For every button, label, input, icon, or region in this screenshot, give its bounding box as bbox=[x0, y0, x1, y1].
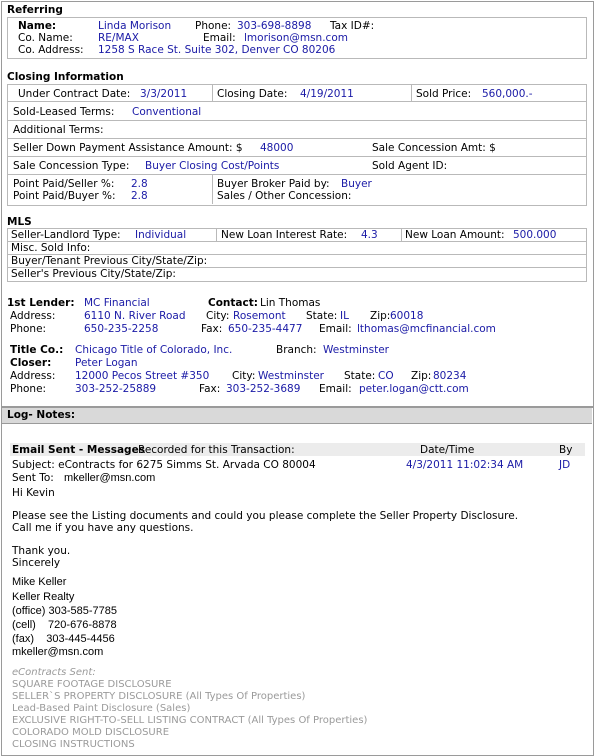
phone-label: Phone: bbox=[195, 20, 232, 32]
seller-down-value: 48000 bbox=[260, 142, 294, 154]
closer-label: Closer: bbox=[10, 357, 52, 369]
co-name-label: Co. Name: bbox=[18, 32, 73, 44]
terms-value: Conventional bbox=[132, 106, 202, 118]
terms-label: Sold-Leased Terms: bbox=[13, 106, 115, 118]
signature-name: Mike Keller bbox=[12, 576, 67, 588]
lender-fax-value: 650-235-4477 bbox=[228, 323, 303, 335]
point-buyer-label: Point Paid/Buyer %: bbox=[13, 190, 116, 202]
econtract-item: SQUARE FOOTAGE DISCLOSURE bbox=[12, 679, 172, 690]
buyer-broker-label: Buyer Broker Paid by: bbox=[217, 178, 330, 190]
under-contract-label: Under Contract Date: bbox=[18, 88, 131, 100]
sale-conc-type-label: Sale Concession Type: bbox=[13, 160, 130, 172]
phone-value: 303-698-8898 bbox=[237, 20, 312, 32]
buyer-prev-label: Buyer/Tenant Previous City/State/Zip: bbox=[11, 255, 208, 267]
sincerely: Sincerely bbox=[12, 557, 61, 569]
branch-label: Branch: bbox=[276, 344, 317, 356]
sold-price-label: Sold Price: bbox=[416, 88, 472, 100]
greeting: Hi Kevin bbox=[12, 487, 55, 499]
lender-address-label: Address: bbox=[10, 310, 56, 322]
econtract-item: EXCLUSIVE RIGHT-TO-SELL LISTING CONTRACT (All Types Of Properties) bbox=[12, 715, 368, 726]
closer-value: Peter Logan bbox=[75, 357, 138, 369]
point-seller-value: 2.8 bbox=[131, 178, 148, 190]
seller-down-label: Seller Down Payment Assistance Amount: $ bbox=[13, 142, 243, 154]
log-title: Log- Notes: bbox=[7, 409, 76, 421]
title-fax-label: Fax: bbox=[199, 383, 221, 395]
lender-city-label: City: bbox=[206, 310, 230, 322]
contact-label: Contact: bbox=[208, 297, 258, 309]
title-address-value: 12000 Pecos Street #350 bbox=[75, 370, 210, 382]
interest-rate-value: 4.3 bbox=[361, 229, 378, 241]
col-by: By bbox=[559, 444, 573, 456]
lender-city-value: Rosemont bbox=[233, 310, 286, 322]
title-city-label: City: bbox=[232, 370, 256, 382]
signature-email: mkeller@msn.com bbox=[12, 646, 104, 658]
seller-prev-label: Seller's Previous City/State/Zip: bbox=[11, 268, 176, 280]
title-email-label: Email: bbox=[319, 383, 352, 395]
lender-label: 1st Lender: bbox=[7, 297, 75, 309]
econtract-item: CLOSING INSTRUCTIONS bbox=[12, 739, 135, 750]
signature-office: (office) 303-585-7785 bbox=[12, 605, 117, 617]
econtract-item: Lead-Based Paint Disclosure (Sales) bbox=[12, 703, 191, 714]
econtracts-sent-title: eContracts Sent: bbox=[12, 667, 96, 678]
sales-other-label: Sales / Other Concession: bbox=[217, 190, 352, 202]
col-datetime: Date/Time bbox=[420, 444, 475, 456]
sale-conc-amt-label: Sale Concession Amt: $ bbox=[372, 142, 496, 154]
additional-terms-label: Additional Terms: bbox=[13, 124, 104, 136]
title-fax-value: 303-252-3689 bbox=[226, 383, 301, 395]
signature-cell: (cell) 720-676-8878 bbox=[12, 619, 117, 631]
message-by: JD bbox=[559, 459, 571, 471]
name-value: Linda Morison bbox=[98, 20, 172, 32]
title-zip-value: 80234 bbox=[433, 370, 467, 382]
referring-email-link[interactable]: lmorison@msn.com bbox=[244, 32, 348, 44]
mls-title: MLS bbox=[7, 216, 32, 228]
messages-header: Email Sent - Messages bbox=[12, 444, 145, 456]
closing-title: Closing Information bbox=[7, 71, 124, 83]
loan-amount-value: 500.000 bbox=[513, 229, 557, 241]
sold-agent-label: Sold Agent ID: bbox=[372, 160, 448, 172]
title-zip-label: Zip: bbox=[411, 370, 432, 382]
interest-rate-label: New Loan Interest Rate: bbox=[221, 229, 348, 241]
landlord-value: Individual bbox=[135, 229, 187, 241]
signature-company: Keller Realty bbox=[12, 591, 75, 603]
closing-date-label: Closing Date: bbox=[217, 88, 288, 100]
co-address-label: Co. Address: bbox=[18, 44, 84, 56]
point-seller-label: Point Paid/Seller %: bbox=[13, 178, 115, 190]
title-co-label: Title Co.: bbox=[10, 344, 64, 356]
econtract-item: SELLER`S PROPERTY DISCLOSURE (All Types Of Properties) bbox=[12, 691, 306, 702]
loan-amount-label: New Loan Amount: bbox=[405, 229, 505, 241]
lender-email-label: Email: bbox=[319, 323, 352, 335]
lender-phone-value: 650-235-2258 bbox=[84, 323, 159, 335]
messages-header-rest: Recorded for this Transaction: bbox=[138, 444, 295, 456]
lender-email-link[interactable]: lthomas@mcfinancial.com bbox=[357, 323, 496, 335]
sold-price-value: 560,000.- bbox=[482, 88, 533, 100]
signature-fax: (fax) 303-445-4456 bbox=[12, 633, 115, 645]
body-line-1: Please see the Listing documents and could you please complete the Seller Property Disclosure. bbox=[12, 510, 519, 522]
closing-date-value: 4/19/2011 bbox=[300, 88, 354, 100]
title-co-value: Chicago Title of Colorado, Inc. bbox=[75, 344, 233, 356]
title-state-value: CO bbox=[378, 370, 394, 382]
under-contract-value: 3/3/2011 bbox=[140, 88, 188, 100]
taxid-label: Tax ID#: bbox=[330, 20, 375, 32]
landlord-label: Seller-Landlord Type: bbox=[11, 229, 121, 241]
co-name-value: RE/MAX bbox=[98, 32, 139, 44]
log-header-bar bbox=[2, 408, 592, 424]
referring-title: Referring bbox=[7, 4, 63, 16]
sale-conc-type-value: Buyer Closing Cost/Points bbox=[145, 160, 280, 172]
co-address-value: 1258 S Race St. Suite 302, Denver CO 80206 bbox=[98, 44, 336, 56]
lender-phone-label: Phone: bbox=[10, 323, 47, 335]
message-subject[interactable]: Subject: eContracts for 6275 Simms St. Arvada CO 80004 bbox=[12, 459, 316, 471]
contact-value: Lin Thomas bbox=[260, 297, 321, 309]
lender-zip-value: 60018 bbox=[390, 310, 424, 322]
sent-to-value: mkeller@msn.com bbox=[64, 472, 156, 484]
thanks: Thank you. bbox=[12, 545, 71, 557]
title-phone-value: 303-252-25889 bbox=[75, 383, 157, 395]
lender-address-value: 6110 N. River Road bbox=[84, 310, 186, 322]
misc-sold-label: Misc. Sold Info: bbox=[11, 242, 91, 254]
sent-to-label: Sent To: bbox=[12, 472, 54, 484]
message-datetime: 4/3/2011 11:02:34 AM bbox=[406, 459, 524, 471]
point-buyer-value: 2.8 bbox=[131, 190, 148, 202]
branch-value: Westminster bbox=[323, 344, 389, 356]
body-line-2: Call me if you have any questions. bbox=[12, 522, 194, 534]
lender-value: MC Financial bbox=[84, 297, 150, 309]
lender-state-value: IL bbox=[340, 310, 349, 322]
lender-state-label: State: bbox=[306, 310, 338, 322]
title-state-label: State: bbox=[344, 370, 376, 382]
econtract-item: COLORADO MOLD DISCLOSURE bbox=[12, 727, 170, 738]
buyer-broker-value: Buyer bbox=[341, 178, 372, 190]
name-label: Name: bbox=[18, 20, 57, 32]
title-phone-label: Phone: bbox=[10, 383, 47, 395]
title-email-link[interactable]: peter.logan@ctt.com bbox=[359, 383, 469, 395]
lender-fax-label: Fax: bbox=[201, 323, 223, 335]
lender-zip-label: Zip: bbox=[370, 310, 391, 322]
email-label: Email: bbox=[203, 32, 236, 44]
title-city-value: Westminster bbox=[258, 370, 324, 382]
title-address-label: Address: bbox=[10, 370, 56, 382]
